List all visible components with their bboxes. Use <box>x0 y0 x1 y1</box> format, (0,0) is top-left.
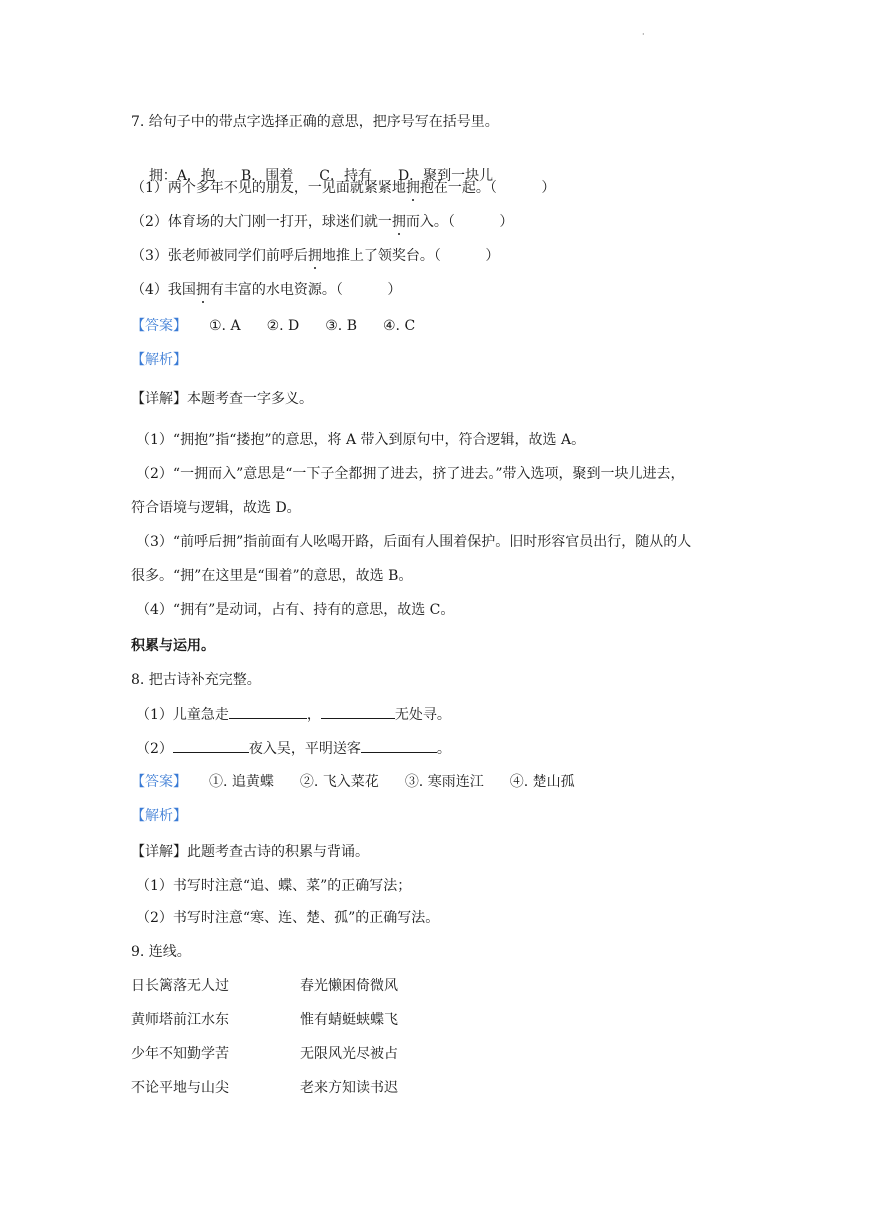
q8-blank-3[interactable] <box>173 738 249 753</box>
q7-item-2-post: 而入。（ ） <box>405 214 514 230</box>
q7-explanation-4: （4）“拥有”是动词，占有、持有的意思，故选 C。 <box>136 602 455 618</box>
q7-answer-1: ①. A <box>209 318 241 334</box>
q9-right-2[interactable]: 惟有蜻蜓蛱蝶飞 <box>300 1012 398 1028</box>
q9-right-3[interactable]: 无限风光尽被占 <box>300 1046 398 1062</box>
q7-item-3 <box>131 246 499 266</box>
q7-answer-line <box>131 316 441 336</box>
q8-line-1-post: 无处寻。 <box>394 707 451 723</box>
q8-answer-2: ②. 飞入菜花 <box>299 774 379 790</box>
q9-right-4[interactable]: 老来方知读书迟 <box>300 1080 398 1096</box>
q7-item-1-dotted-char: 拥 <box>405 180 420 196</box>
q8-explanation-2: （2）书写时注意“寒、连、楚、孤”的正确写法。 <box>136 910 440 926</box>
q7-option-a: A．抱 <box>176 168 215 184</box>
q8-line-2 <box>136 738 451 759</box>
q8-line-1-pre: （1）儿童急走 <box>136 707 229 723</box>
q8-blank-4[interactable] <box>361 738 437 753</box>
q7-option-b: B．围着 <box>240 168 294 184</box>
q7-detail: 【详解】本题考查一字多义。 <box>131 391 313 407</box>
q7-option-d: D．聚到一块儿 <box>397 168 494 184</box>
q8-answer-tag: 【答案】 <box>131 774 187 790</box>
q8-answer-4: ④. 楚山孤 <box>509 774 575 790</box>
q8-line-2-post: 。 <box>436 741 451 757</box>
q7-answer-4: ④. C <box>383 318 416 334</box>
q8-answer-3: ③. 寒雨连江 <box>404 774 484 790</box>
q8-explanation-1: （1）书写时注意“追、蝶、菜”的正确写法； <box>136 878 412 894</box>
q7-item-4-dotted-char: 拥 <box>195 282 210 298</box>
q7-item-1-post: 抱在一起。（ ） <box>419 180 556 196</box>
section-heading: 积累与运用。 <box>131 638 215 654</box>
q9-right-1[interactable]: 春光懒困倚微风 <box>300 978 398 994</box>
q8-line-1 <box>136 704 451 725</box>
q7-option-c: C．持有 <box>319 168 372 184</box>
q9-left-1[interactable]: 日长篱落无人过 <box>131 978 229 994</box>
q7-explanation-2a: （2）“一拥而入”意思是“一下子全都拥了进去，挤了进去。”带入选项，聚到一块儿进去， <box>136 466 685 482</box>
q8-line-2-pre: （2） <box>136 741 173 757</box>
q7-options-prefix: 拥： <box>148 168 177 184</box>
q7-item-2-pre: （2）体育场的大门刚一打开，球迷们就一 <box>131 214 392 230</box>
q9-left-2[interactable]: 黄师塔前江水东 <box>131 1012 229 1028</box>
q7-answer-3: ③. B <box>325 318 357 334</box>
q8-detail: 【详解】此题考查古诗的积累与背诵。 <box>131 844 369 860</box>
q9-title: 9. 连线。 <box>131 944 191 960</box>
q7-item-2-dotted-char: 拥 <box>391 214 406 230</box>
q7-item-3-post: 地推上了领奖台。（ ） <box>321 248 500 264</box>
q7-item-4 <box>131 280 401 300</box>
q7-answer-2: ②. D <box>266 318 300 334</box>
q7-explanation-3b: 很多。“拥”在这里是“围着”的意思，故选 B。 <box>131 568 413 584</box>
q7-explanation-1: （1）“拥抱”指“搂抱”的意思，将 A 带入到原句中，符合逻辑，故选 A。 <box>136 432 586 448</box>
q8-line-1-mid: ， <box>306 707 321 723</box>
q9-left-4[interactable]: 不论平地与山尖 <box>131 1080 229 1096</box>
q8-blank-1[interactable] <box>229 704 307 719</box>
q7-answer-tag: 【答案】 <box>131 318 187 334</box>
q7-explanation-3a: （3）“前呼后拥”指前面有人吆喝开路，后面有人围着保护。旧时形容官员出行，随从的人 <box>136 534 692 550</box>
q7-item-4-pre: （4）我国 <box>131 282 196 298</box>
q7-item-1 <box>131 178 555 198</box>
q8-title: 8. 把古诗补充完整。 <box>131 672 261 688</box>
q9-left-3[interactable]: 少年不知勤学苦 <box>131 1046 229 1062</box>
q7-title: 7. 给句子中的带点字选择正确的意思，把序号写在括号里。 <box>131 114 499 130</box>
q7-item-4-post: 有丰富的水电资源。（ ） <box>209 282 402 298</box>
q8-line-2-mid: 夜入吴，平明送客 <box>248 741 361 757</box>
q8-blank-2[interactable] <box>321 704 395 719</box>
q7-item-2 <box>131 212 513 232</box>
q7-item-3-dotted-char: 拥 <box>307 248 322 264</box>
q7-analysis-tag: 【解析】 <box>131 352 187 368</box>
q7-item-1-pre: （1）两个多年不见的朋友，一见面就紧紧地 <box>131 180 406 196</box>
q8-answer-line <box>131 772 601 792</box>
q8-answer-1: ①. 追黄蝶 <box>209 774 274 790</box>
page-mark-dot: · <box>642 30 645 39</box>
q8-analysis-tag: 【解析】 <box>131 808 187 824</box>
q7-explanation-2b: 符合语境与逻辑，故选 D。 <box>131 500 301 516</box>
q7-item-3-pre: （3）张老师被同学们前呼后 <box>131 248 308 264</box>
